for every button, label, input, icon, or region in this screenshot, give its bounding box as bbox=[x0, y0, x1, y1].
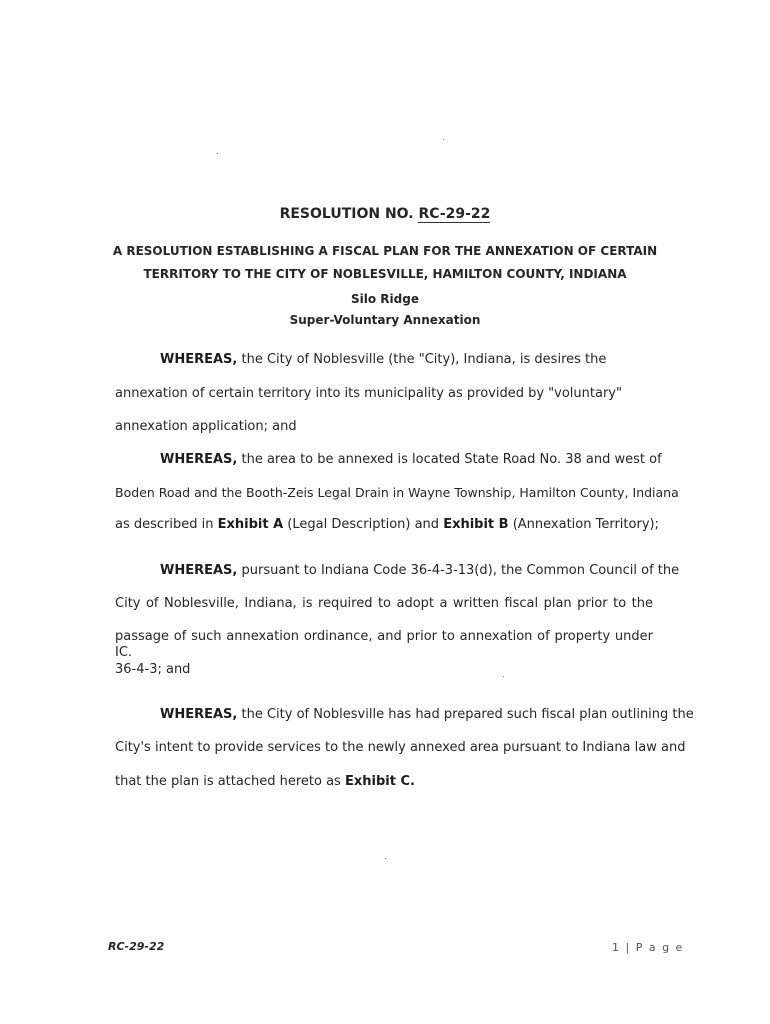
footer-document-id: RC-29-22 bbox=[108, 940, 165, 953]
paragraph-text: the City of Noblesville has had prepared such fiscal plan outlining the bbox=[237, 707, 694, 722]
paragraph-text: (Legal Description) and bbox=[283, 517, 444, 532]
scan-speck bbox=[443, 139, 444, 140]
whereas-paragraph-4-line1 bbox=[160, 707, 694, 723]
annexation-type: Super-Voluntary Annexation bbox=[289, 313, 481, 327]
whereas-label: WHEREAS, bbox=[160, 452, 238, 467]
paragraph-text: the City of Noblesville (the "City), Indiana, is desires the bbox=[237, 352, 607, 367]
whereas-paragraph-1-line3: annexation application; and bbox=[115, 419, 297, 434]
whereas-label: WHEREAS, bbox=[160, 707, 238, 722]
exhibit-b-label: Exhibit B bbox=[443, 517, 509, 532]
whereas-paragraph-4-line2: City's intent to provide services to the newly annexed area pursuant to Indiana law and bbox=[115, 740, 686, 755]
whereas-label: WHEREAS, bbox=[160, 352, 238, 367]
resolution-heading-line1: A RESOLUTION ESTABLISHING A FISCAL PLAN FOR THE ANNEXATION OF CERTAIN bbox=[112, 244, 658, 258]
exhibit-a-label: Exhibit A bbox=[217, 517, 284, 532]
paragraph-text: the area to be annexed is located State Road No. 38 and west of bbox=[237, 452, 662, 467]
resolution-title-prefix: RESOLUTION NO. bbox=[279, 206, 414, 222]
resolution-heading-line2: TERRITORY TO THE CITY OF NOBLESVILLE, HAMILTON COUNTY, INDIANA bbox=[143, 267, 627, 281]
whereas-paragraph-2-line1 bbox=[160, 452, 662, 468]
paragraph-text: (Annexation Territory); bbox=[508, 517, 659, 532]
exhibit-c-label: Exhibit C. bbox=[344, 774, 415, 789]
scan-speck bbox=[385, 858, 386, 859]
resolution-title bbox=[0, 206, 770, 222]
whereas-paragraph-3-line1 bbox=[160, 563, 679, 579]
project-name: Silo Ridge bbox=[351, 292, 419, 306]
whereas-paragraph-4-line3 bbox=[115, 774, 415, 790]
whereas-paragraph-2-line2: Boden Road and the Booth-Zeis Legal Drain in Wayne Township, Hamilton County, Indiana bbox=[115, 485, 679, 500]
whereas-paragraph-1-line1 bbox=[160, 352, 606, 368]
scan-speck bbox=[503, 676, 504, 677]
footer-page-number: 1 | P a g e bbox=[612, 941, 684, 954]
paragraph-text: as described in bbox=[115, 517, 218, 532]
scan-speck bbox=[217, 153, 218, 154]
resolution-number: RC-29-22 bbox=[418, 206, 491, 222]
paragraph-text: that the plan is attached hereto as bbox=[115, 774, 345, 789]
whereas-label: WHEREAS, bbox=[160, 563, 238, 578]
whereas-paragraph-3-line2: City of Noblesville, Indiana, is required to adopt a written fiscal plan prior to the bbox=[115, 596, 653, 611]
whereas-paragraph-1-line2: annexation of certain territory into its municipality as provided by "voluntary" bbox=[115, 386, 622, 401]
whereas-paragraph-3-line4: 36-4-3; and bbox=[115, 662, 191, 677]
whereas-paragraph-2-line3 bbox=[115, 517, 659, 533]
paragraph-text: pursuant to Indiana Code 36-4-3-13(d), the Common Council of the bbox=[237, 563, 680, 578]
whereas-paragraph-3-line3: passage of such annexation ordinance, and prior to annexation of property under IC. bbox=[115, 629, 653, 660]
